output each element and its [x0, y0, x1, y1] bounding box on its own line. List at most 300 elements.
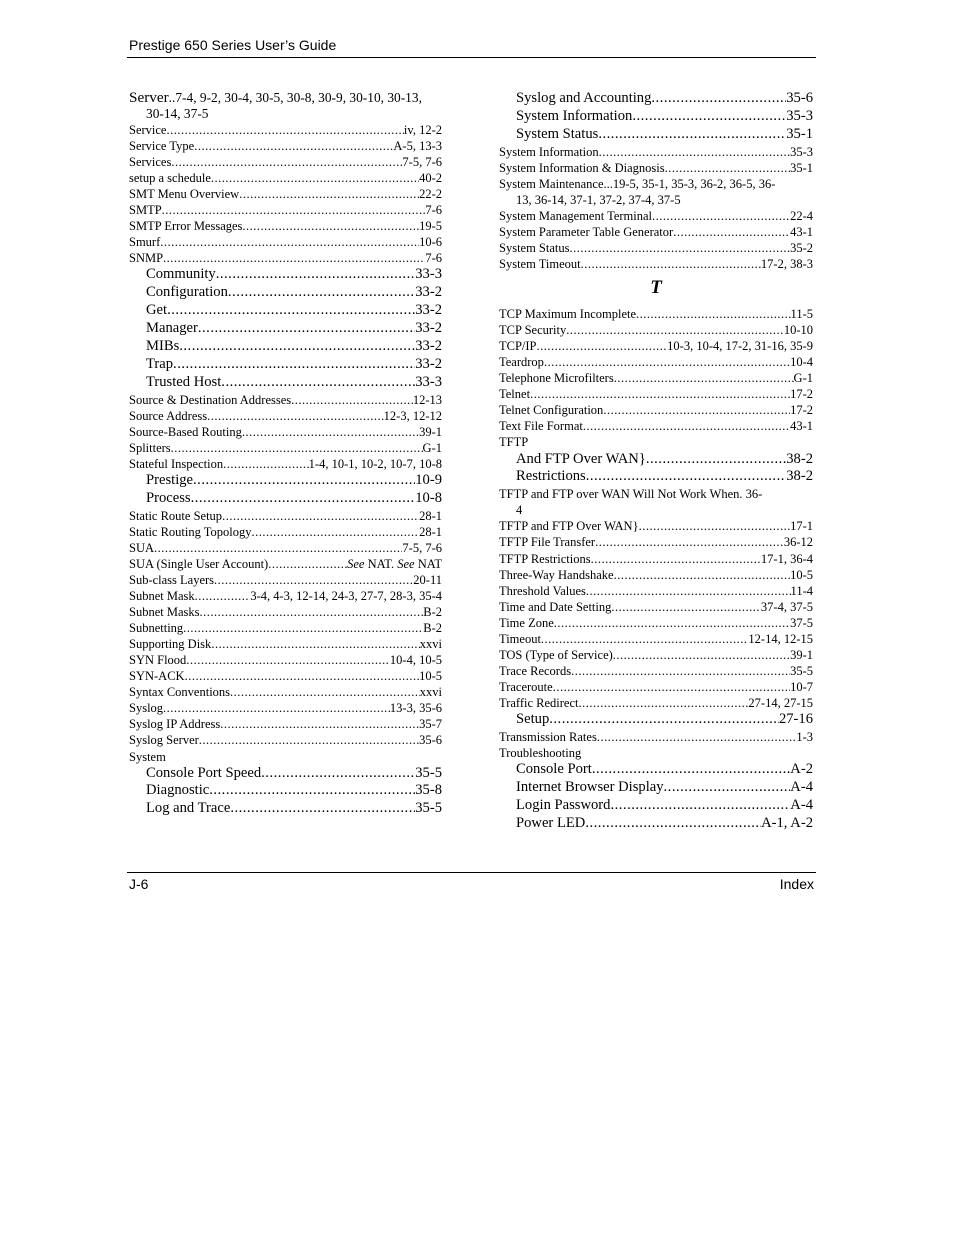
running-header: Prestige 650 Series User’s Guide — [129, 37, 337, 53]
index-letter-heading: T — [650, 277, 662, 299]
index-term: Manager — [146, 320, 198, 337]
index-entry — [499, 534, 813, 550]
dot-leader — [586, 468, 787, 486]
index-entry — [499, 745, 813, 761]
dot-leader — [603, 402, 790, 418]
index-pages: 33-3 — [415, 266, 442, 283]
index-term: Trace Records — [499, 663, 572, 678]
index-pages: 1-4, 10-1, 10-2, 10-7, 10-8 — [308, 456, 442, 471]
index-entry — [499, 518, 813, 534]
footer-rule — [127, 872, 816, 873]
index-entry — [499, 599, 813, 615]
dot-leader — [530, 386, 790, 402]
index-term: Setup — [516, 710, 550, 727]
index-pages: 28-1 — [419, 524, 442, 539]
index-entry — [129, 556, 442, 572]
index-pages: 35-2 — [790, 241, 813, 255]
dot-leader — [614, 370, 794, 386]
index-term: Static Routing Topology — [129, 524, 252, 539]
index-term: Source Address — [129, 408, 208, 423]
dot-leader — [230, 800, 415, 818]
index-term: Trusted Host — [146, 373, 222, 390]
index-term: TCP Maximum Incomplete — [499, 307, 637, 322]
index-term: setup a schedule — [129, 171, 211, 186]
index-term: TFTP and FTP over WAN Will Not Work When — [499, 487, 740, 502]
index-term: SUA — [129, 540, 155, 555]
index-term: System Maintenance — [499, 176, 604, 191]
index-entry — [129, 302, 442, 320]
index-column-left — [129, 90, 442, 818]
index-entry — [129, 122, 442, 138]
index-entry — [129, 652, 442, 668]
index-entry — [129, 800, 442, 818]
index-term: Text File Format — [499, 419, 583, 434]
index-term: Traffic Redirect — [499, 695, 579, 710]
index-pages: B-2 — [423, 621, 442, 636]
dot-leader — [571, 663, 790, 679]
index-pages: 35-7 — [419, 717, 442, 732]
index-pages: 10-7 — [790, 679, 813, 694]
index-term: Time Zone — [499, 615, 554, 630]
dot-leader — [185, 668, 420, 684]
dot-leader — [598, 126, 786, 144]
dot-leader — [193, 472, 415, 490]
dot-leader — [652, 208, 790, 224]
index-entry — [129, 668, 442, 684]
dot-leader — [162, 202, 426, 218]
index-entry — [129, 456, 442, 472]
index-entry — [499, 551, 813, 567]
dot-leader — [221, 374, 415, 392]
index-pages: 35-3 — [786, 107, 813, 124]
index-entry: System Maintenance ... 19-5, 35-1, 35-3, 36-2, 36-5, 36- 13, 36-14, 37-1, 37-2, 37-4, 37-5 — [499, 176, 813, 208]
index-entry — [499, 647, 813, 663]
index-entry — [499, 160, 813, 176]
dot-leader — [200, 604, 424, 620]
index-pages-continued: 30-14, 37-5 — [146, 106, 209, 121]
index-entry — [129, 604, 442, 620]
dot-leader — [230, 684, 420, 700]
index-entry — [129, 138, 442, 154]
dot-leader — [614, 567, 791, 583]
index-pages: G-1 — [422, 440, 442, 455]
dot-leader — [242, 218, 419, 234]
index-pages-continued: 13, 36-14, 37-1, 37-2, 37-4, 37-5 — [516, 192, 681, 207]
index-pages: 35-5 — [415, 764, 442, 781]
index-entry — [499, 322, 813, 338]
index-pages: 33-2 — [415, 284, 442, 301]
index-term: Smurf — [129, 235, 161, 250]
index-term: Subnetting — [129, 621, 184, 636]
index-pages: 38-2 — [786, 450, 813, 467]
index-term: Syslog IP Address — [129, 717, 221, 732]
dot-leader — [599, 144, 790, 160]
index-pages: 10-8 — [415, 489, 442, 506]
dot-leader — [566, 322, 784, 338]
index-term: Services — [129, 155, 172, 170]
index-entry — [129, 620, 442, 636]
index-entry — [499, 815, 813, 833]
index-entry — [499, 354, 813, 370]
index-entry — [499, 711, 813, 729]
dot-leader — [209, 782, 415, 800]
dot-leader — [154, 540, 402, 556]
index-entry — [499, 797, 813, 815]
footer-section: Index — [779, 876, 814, 892]
index-term: Timeout — [499, 631, 541, 646]
index-pages: 39-1 — [790, 647, 813, 662]
dot-leader — [581, 256, 761, 272]
dot-leader — [611, 599, 761, 615]
dot-leader — [632, 108, 786, 126]
index-pages: 13-3, 35-6 — [389, 701, 442, 716]
index-pages: 17-1, 36-4 — [760, 551, 813, 566]
index-term: Process — [146, 489, 191, 506]
index-pages: 12-14, 12-15 — [748, 631, 813, 646]
index-entry — [129, 524, 442, 540]
index-pages: 17-1 — [790, 519, 813, 534]
index-entry — [499, 468, 813, 486]
index-entry — [499, 208, 813, 224]
dot-leader — [211, 636, 419, 652]
index-pages: 7-5, 7-6 — [402, 155, 442, 170]
dot-leader — [252, 524, 420, 540]
dot-leader — [549, 711, 779, 729]
dot-leader — [216, 266, 416, 284]
index-entry — [129, 540, 442, 556]
dot-leader — [191, 490, 416, 508]
index-term: TFTP File Transfer — [499, 535, 596, 550]
dot-leader — [610, 797, 790, 815]
index-term: SMTP — [129, 203, 162, 218]
index-term: SNMP — [129, 251, 164, 266]
index-pages: 39-1 — [419, 424, 442, 439]
index-term: SUA (Single User Account) — [129, 556, 269, 571]
index-pages: 35-6 — [786, 90, 813, 106]
index-entry — [499, 418, 813, 434]
index-entry — [129, 440, 442, 456]
index-term: Power LED — [516, 814, 586, 831]
index-term: TCP/IP — [499, 339, 537, 354]
index-term: Telephone Microfilters — [499, 371, 614, 386]
index-entry — [499, 729, 813, 745]
index-entry — [129, 490, 442, 508]
index-entry — [499, 402, 813, 418]
dot-leader — [673, 224, 790, 240]
index-entry — [499, 679, 813, 695]
dot-leader — [585, 815, 761, 833]
index-term: Static Route Setup — [129, 508, 223, 523]
index-term: Source-Based Routing — [129, 424, 242, 439]
index-pages: 35-1 — [786, 125, 813, 142]
index-entry — [499, 761, 813, 779]
index-pages: 35-8 — [415, 782, 442, 799]
index-pages: 33-2 — [415, 302, 442, 319]
dot-leader — [541, 631, 749, 647]
index-entry — [499, 370, 813, 386]
index-pages: A-5, 13-3 — [393, 139, 442, 154]
index-entry — [129, 408, 442, 424]
index-term: Prestige — [146, 472, 194, 488]
index-entry — [129, 218, 442, 234]
index-term: Source & Destination Addresses — [129, 392, 292, 407]
dot-leader — [291, 392, 413, 408]
header-rule — [127, 57, 816, 58]
index-entry — [129, 250, 442, 266]
index-term: System Information — [499, 144, 599, 159]
index-term: Traceroute — [499, 679, 553, 694]
index-term: Trap — [146, 355, 174, 372]
index-term: Syslog and Accounting — [516, 90, 652, 106]
index-pages: 10-3, 10-4, 17-2, 31-16, 35-9 — [667, 339, 813, 354]
index-entry — [499, 256, 813, 272]
index-entry — [129, 684, 442, 700]
index-entry — [129, 234, 442, 250]
index-entry — [499, 108, 813, 126]
index-pages-continued: 4 — [516, 503, 523, 518]
index-entry — [129, 700, 442, 716]
dot-leader — [242, 424, 419, 440]
index-pages: 35-5 — [415, 800, 442, 817]
index-term: Transmission Rates — [499, 729, 597, 744]
index-pages: 33-2 — [415, 355, 442, 372]
index-pages: 12-3, 12-12 — [383, 408, 442, 423]
index-term: Syslog — [129, 701, 164, 716]
index-pages: 10-4 — [790, 355, 813, 370]
index-entry — [129, 636, 442, 652]
index-pages: 10-4, 10-5 — [389, 653, 442, 668]
index-pages: 22-2 — [419, 187, 442, 202]
index-entry — [499, 567, 813, 583]
index-pages: 27-16 — [778, 710, 813, 727]
index-entry — [129, 424, 442, 440]
index-entry — [129, 765, 442, 783]
index-pages: 40-2 — [419, 171, 442, 186]
index-pages: 7-5, 7-6 — [402, 540, 442, 555]
index-pages: 33-2 — [415, 338, 442, 355]
index-term: TFTP and FTP Over WAN} — [499, 519, 639, 534]
index-pages: G-1 — [793, 371, 813, 386]
index-pages: 37-4, 37-5 — [760, 599, 813, 614]
index-pages: 33-2 — [415, 320, 442, 337]
index-term: Subnet Mask — [129, 589, 195, 604]
index-entry — [129, 732, 442, 748]
dot-leader — [198, 320, 415, 338]
dot-leader — [664, 779, 791, 797]
index-entry — [499, 451, 813, 469]
index-term: Community — [146, 266, 216, 283]
dot-leader — [163, 250, 425, 266]
index-term: Server — [129, 89, 169, 106]
index-entry — [499, 306, 813, 322]
index-pages: 19-5, 35-1, 35-3, 36-2, 36-5, 36- — [612, 176, 776, 191]
index-column-right — [499, 90, 813, 833]
dot-leader — [179, 338, 415, 356]
index-entry — [499, 779, 813, 797]
index-term: Log and Trace — [146, 800, 231, 817]
dot-leader — [167, 302, 415, 320]
dot-leader — [586, 583, 791, 599]
index-entry — [499, 615, 813, 631]
dot-leader — [171, 440, 423, 456]
index-pages: 20-11 — [413, 573, 442, 587]
index-term: System Management Terminal — [499, 208, 653, 223]
index-entry — [129, 338, 442, 356]
index-term: TFTP Restrictions — [499, 551, 591, 566]
dot-leader — [636, 306, 791, 322]
dot-leader — [639, 518, 791, 534]
dot-leader — [579, 695, 749, 711]
index-pages: 10-10 — [783, 323, 813, 338]
index-entry: Server .. 7-4, 9-2, 30-4, 30-5, 30-8, 30-9, 30-10, 30-13, 30-14, 37-5 — [129, 90, 442, 122]
index-entry — [129, 508, 442, 524]
dot-leader — [554, 615, 790, 631]
index-term: TOS (Type of Service) — [499, 647, 613, 662]
index-entry — [499, 144, 813, 160]
index-term: Internet Browser Display — [516, 778, 664, 795]
index-term: Diagnostic — [146, 782, 210, 799]
index-pages: 36-12 — [783, 535, 813, 550]
index-pages: 10-9 — [415, 472, 442, 488]
dot-leader — [211, 170, 419, 186]
index-term: Splitters — [129, 440, 171, 455]
index-term: Service Type — [129, 139, 195, 154]
index-entry — [499, 695, 813, 711]
index-term: Restrictions — [516, 468, 586, 485]
index-term: Threshold Values — [499, 583, 586, 598]
index-entry — [499, 663, 813, 679]
index-pages: 37-5 — [790, 615, 813, 630]
index-term: Troubleshooting — [499, 745, 582, 760]
index-pages: 17-2, 38-3 — [760, 257, 813, 272]
index-term: And FTP Over WAN} — [516, 450, 646, 467]
index-entry — [499, 631, 813, 647]
index-term: Get — [146, 302, 168, 319]
dot-leader — [592, 761, 790, 779]
index-term: System Parameter Table Generator — [499, 224, 674, 239]
index-pages: 17-2 — [790, 387, 813, 402]
index-entry — [129, 266, 442, 284]
dot-leader — [222, 508, 419, 524]
dot-leader — [195, 588, 251, 604]
dot-leader — [186, 652, 390, 668]
dot-leader — [646, 451, 786, 469]
dot-leader — [595, 534, 784, 550]
index-pages: 3-4, 4-3, 12-14, 24-3, 27-7, 28-3, 35-4 — [250, 589, 442, 604]
index-term: Time and Date Setting — [499, 599, 612, 614]
index-pages: 10-6 — [419, 235, 442, 250]
index-term: SYN Flood — [129, 653, 187, 668]
index-term: SMT Menu Overview — [129, 187, 240, 202]
index-pages: iv, 12-2 — [403, 123, 442, 137]
index-term: System Status — [516, 125, 599, 142]
index-entry — [129, 782, 442, 800]
index-term: Three-Way Handshake — [499, 567, 614, 582]
index-entry — [129, 588, 442, 604]
index-term: TFTP — [499, 435, 529, 450]
index-term: Console Port — [516, 760, 592, 777]
index-pages: 35-3 — [790, 144, 813, 159]
index-term: System Information — [516, 107, 633, 124]
index-entry — [499, 90, 813, 108]
index-entry — [499, 338, 813, 354]
index-pages: 7-6 — [425, 203, 442, 218]
index-term: Telnet — [499, 387, 531, 402]
index-entry — [129, 284, 442, 302]
index-pages: 22-4 — [790, 208, 813, 223]
index-pages: 12-13 — [412, 392, 442, 407]
index-pages: 43-1 — [790, 419, 813, 434]
index-term: SYN-ACK — [129, 669, 185, 684]
index-term: MIBs — [146, 338, 180, 355]
dot-leader — [183, 620, 423, 636]
index-pages: 35-5 — [790, 663, 813, 678]
index-term: Telnet Configuration — [499, 403, 604, 418]
dot-leader — [163, 700, 390, 716]
index-term: Sub-class Layers — [129, 573, 215, 587]
index-group-s-continued — [499, 90, 813, 272]
index-pages: 7-6 — [425, 251, 442, 266]
index-entry — [129, 186, 442, 202]
index-entry — [129, 320, 442, 338]
index-term: Teardrop — [499, 355, 544, 370]
index-pages: A-4 — [790, 778, 813, 795]
dot-leader — [223, 456, 309, 472]
index-pages: 35-6 — [419, 733, 442, 748]
index-entry — [129, 154, 442, 170]
index-term: Configuration — [146, 284, 228, 301]
index-entry — [129, 170, 442, 186]
dot-leader — [268, 556, 347, 572]
index-term: SMTP Error Messages — [129, 219, 243, 234]
index-pages: 27-14, 27-15 — [748, 695, 813, 710]
index-entry — [499, 224, 813, 240]
index-pages: 19-5 — [419, 219, 442, 234]
index-term: Supporting Disk — [129, 637, 212, 652]
index-pages: A-4 — [790, 796, 813, 813]
dot-leader — [591, 551, 761, 567]
index-group-t — [499, 306, 813, 833]
dot-leader — [194, 138, 393, 154]
dot-leader — [597, 729, 797, 745]
index-term: System — [129, 749, 166, 764]
dot-leader — [583, 418, 790, 434]
index-pages: 35-1 — [790, 160, 813, 175]
index-pages: 28-1 — [419, 508, 442, 523]
index-pages: 17-2 — [790, 403, 813, 418]
index-pages: A-1, A-2 — [761, 814, 813, 831]
index-pages: B-2 — [423, 605, 442, 620]
dot-leader — [166, 122, 403, 138]
index-pages: xxvi — [419, 685, 442, 700]
index-term: TCP Security — [499, 323, 567, 338]
dot-leader — [160, 234, 419, 250]
index-pages: 7-4, 9-2, 30-4, 30-5, 30-8, 30-9, 30-10, 30-13, — [175, 90, 422, 105]
index-pages: 1-3 — [796, 729, 813, 744]
dot-leader — [553, 679, 790, 695]
dot-leader — [173, 356, 415, 374]
index-entry — [129, 374, 442, 392]
index-term: Console Port Speed — [146, 764, 262, 781]
dot-leader — [239, 186, 419, 202]
dot-leader — [570, 240, 791, 256]
index-pages: A-2 — [790, 760, 813, 777]
index-pages: 38-2 — [786, 468, 813, 485]
index-entry — [499, 486, 813, 518]
dot-leader — [544, 354, 790, 370]
index-pages: 33-3 — [415, 373, 442, 390]
index-term: Syntax Conventions — [129, 685, 231, 700]
